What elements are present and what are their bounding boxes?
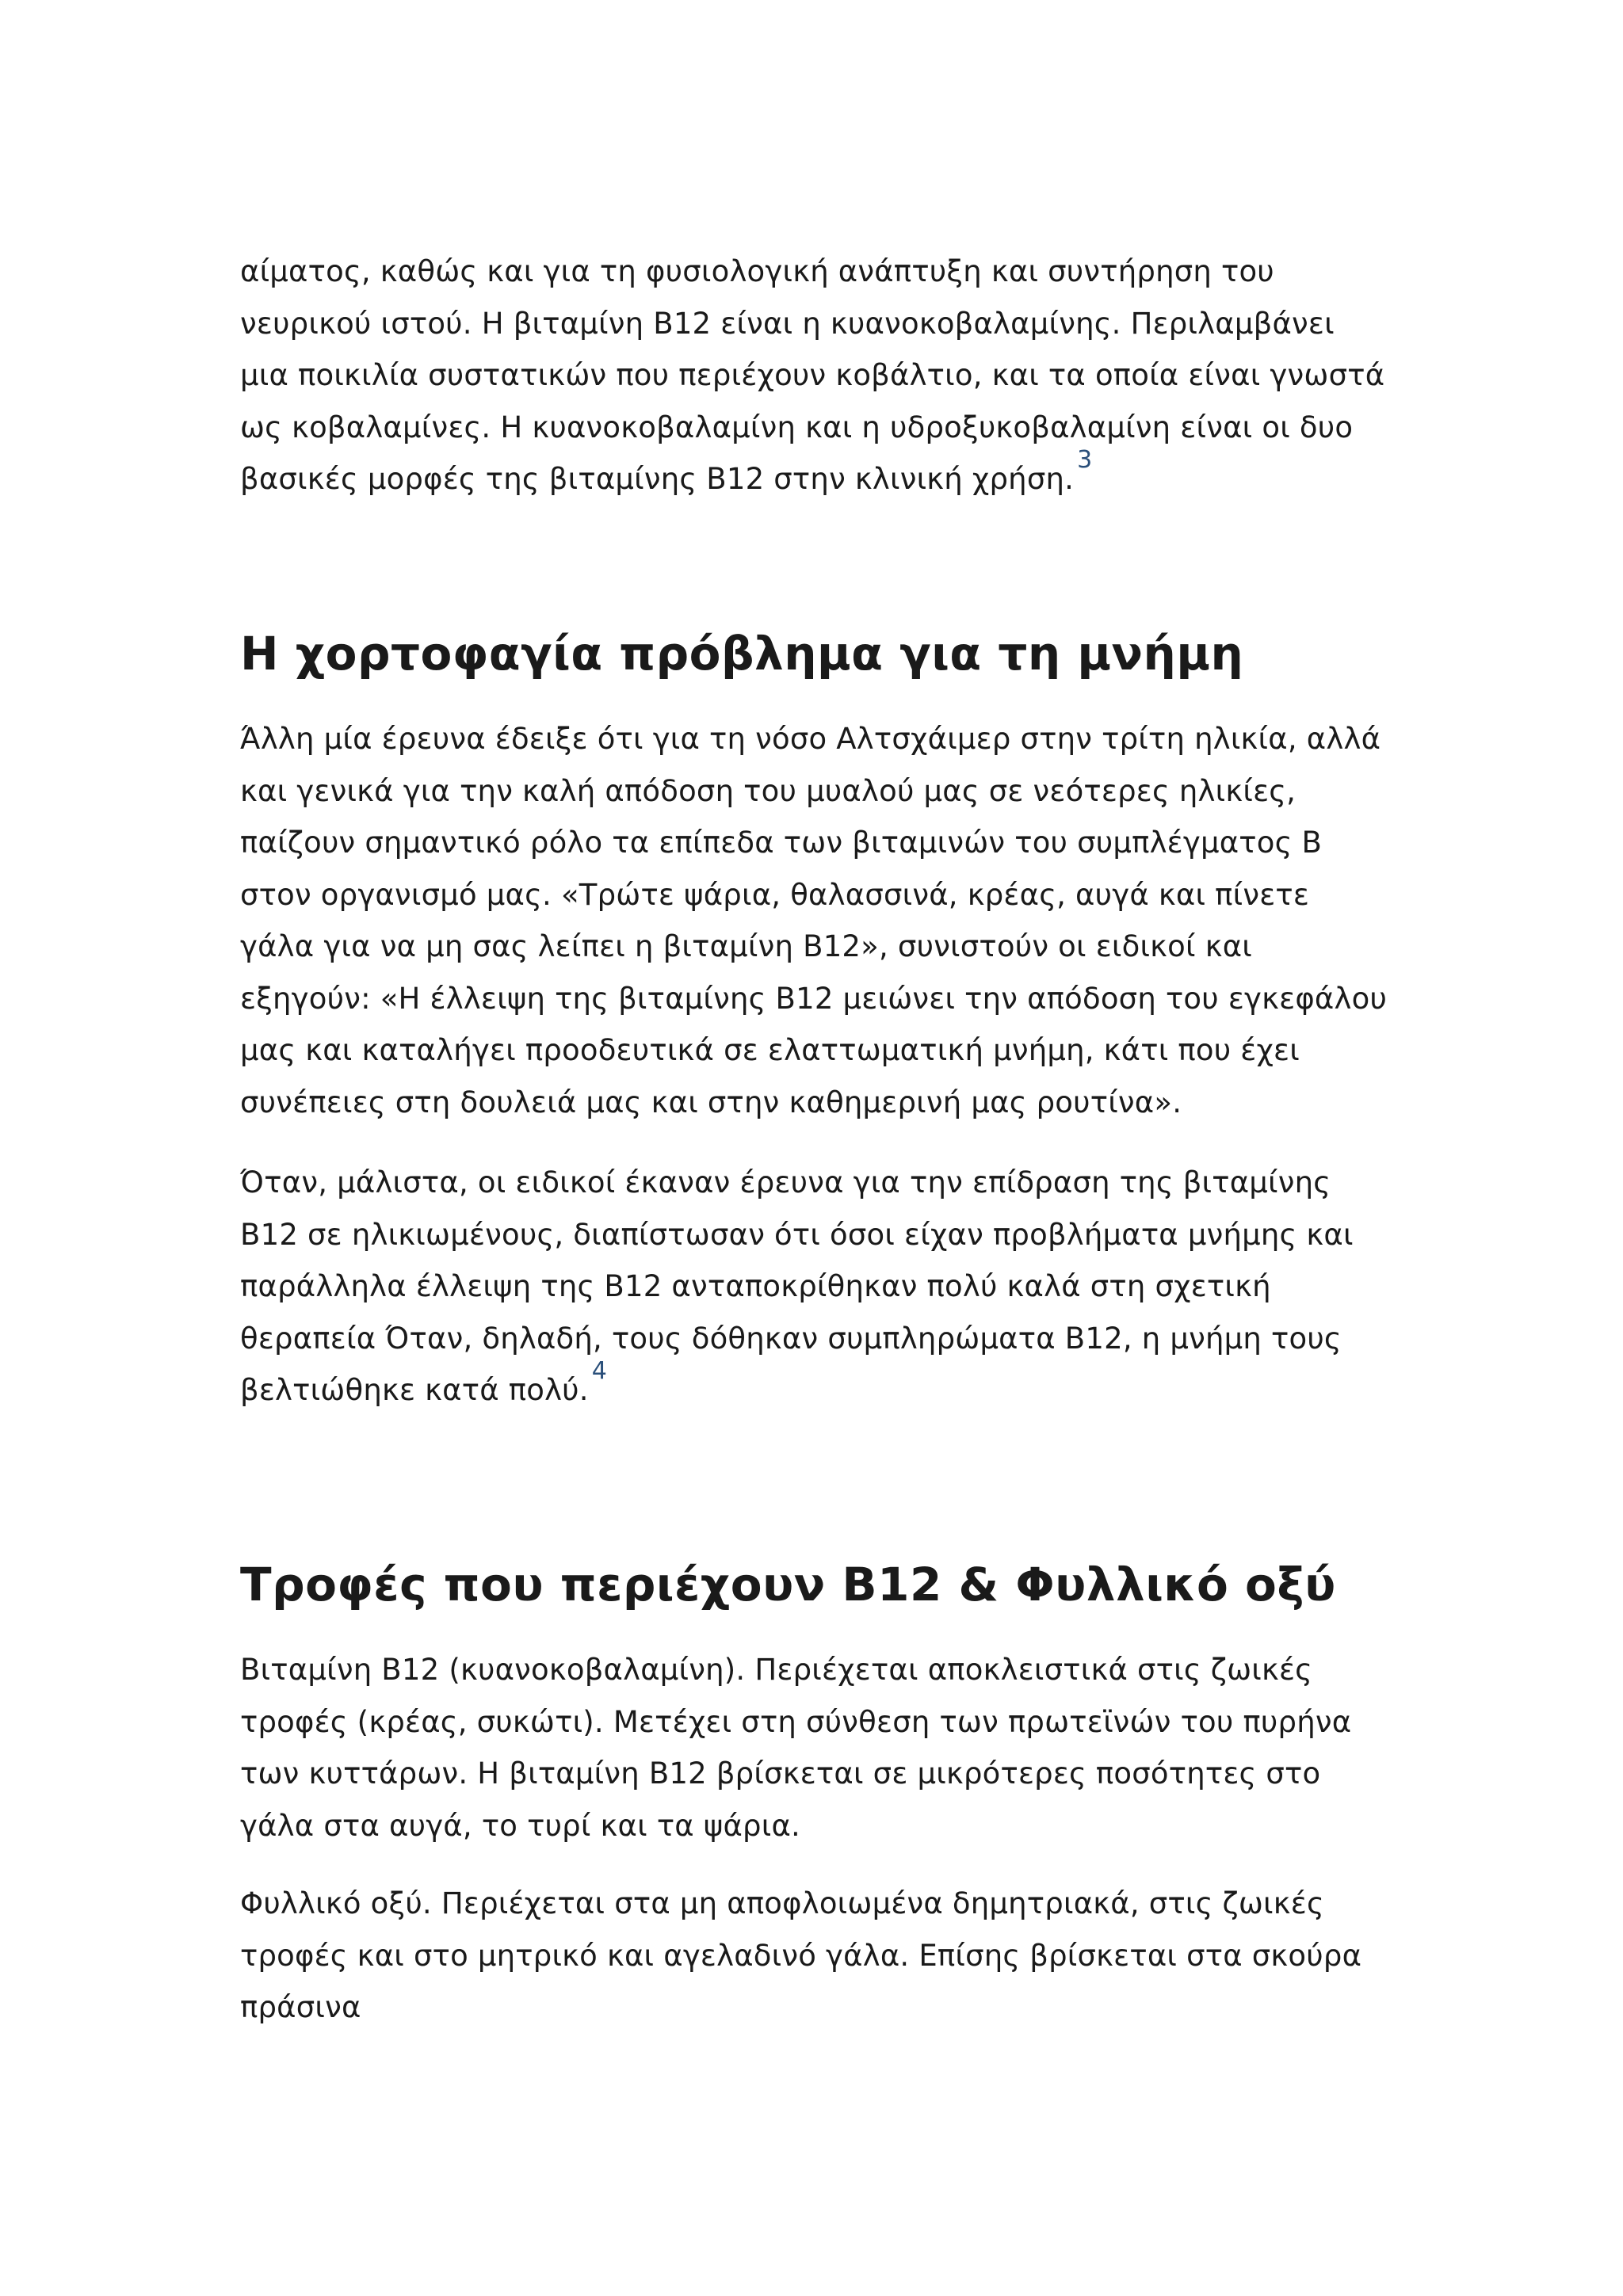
paragraph-alzheimer: Άλλη μία έρευνα έδειξε ότι για τη νόσο Αλτσχάιμερ στην τρίτη ηλικία, αλλά και γενικά για την καλή απόδοση του μυαλού μας σε νεότερες ηλικίες, παίζουν σημαντικό ρόλο τα επίπεδα των βιταμινών του συμπλέγματος B στον οργανισμό μας. «Τρώτε ψάρια, θαλασσινά, κρέας, αυγά και πίνετε γάλα για να μη σας λείπει η βιταμίνη B12», συνιστούν οι ειδικοί και εξηγούν: «Η έλλειψη της βιταμίνης B12 μειώνει την απόδοση του εγκεφάλου μας και καταλήγει προοδευτικά σε ελαττωματική μνήμη, κάτι που έχει συνέπειες στη δουλειά μας και στην καθημερινή μας ρουτίνα».: [240, 722, 1388, 1119]
paragraph-b12-foods: Βιταμίνη B12 (κυανοκοβαλαμίνη). Περιέχεται αποκλειστικά στις ζωικές τροφές (κρέας, συκώτι). Μετέχει στη σύνθεση των πρωτεϊνών του πυρήνα των κυττάρων. Η βιταμίνη B12 βρίσκεται σε μικρότερες ποσότητες στο γάλα στα αυγά, το τυρί και τα ψάρια.: [240, 1653, 1352, 1843]
paragraph-elderly-study: [240, 1157, 1389, 1417]
section-heading-memory: Η χορτοφαγία πρόβλημα για τη μνήμη: [240, 627, 1244, 681]
paragraph-text: Όταν, μάλιστα, οι ειδικοί έκαναν έρευνα για την επίδραση της βιταμίνης B12 σε ηλικιωμένους, διαπίστωσαν ότι όσοι είχαν προβλήματα μνήμης και παράλληλα έλλειψη της B12 ανταποκρίθηκαν πολύ καλά στη σχετική θεραπεία Όταν, δηλαδή, τους δόθηκαν συμπληρώματα B12, η μνήμη τους βελτιώθηκε κατά πολύ.: [240, 1165, 1354, 1407]
footnote-marker[interactable]: 4: [591, 1357, 608, 1385]
section-heading-foods: Τροφές που περιέχουν B12 & Φυλλικό οξύ: [240, 1558, 1336, 1611]
paragraph-folic-acid: Φυλλικό οξύ. Περιέχεται στα μη αποφλοιωμένα δημητριακά, στις ζωικές τροφές και στο μητρικό και αγελαδινό γάλα. Επίσης βρίσκεται στα σκούρα πράσινα: [240, 1886, 1362, 2024]
footnote-marker[interactable]: 3: [1077, 446, 1093, 474]
paragraph-b12-intro: [240, 246, 1389, 505]
paragraph-text: αίματος, καθώς και για τη φυσιολογική ανάπτυξη και συντήρηση του νευρικού ιστού. Η βιταμίνη B12 είναι η κυανοκοβαλαμίνης. Περιλαμβάνει μια ποικιλία συστατικών που περιέχουν κοβάλτιο, και τα οποία είναι γνωστά ως κοβαλαμίνες. Η κυανοκοβαλαμίνη και η υδροξυκοβαλαμίνη είναι οι δυο βασικές μορφές της βιταμίνης B12 στην κλινική χρήση.: [240, 254, 1385, 496]
